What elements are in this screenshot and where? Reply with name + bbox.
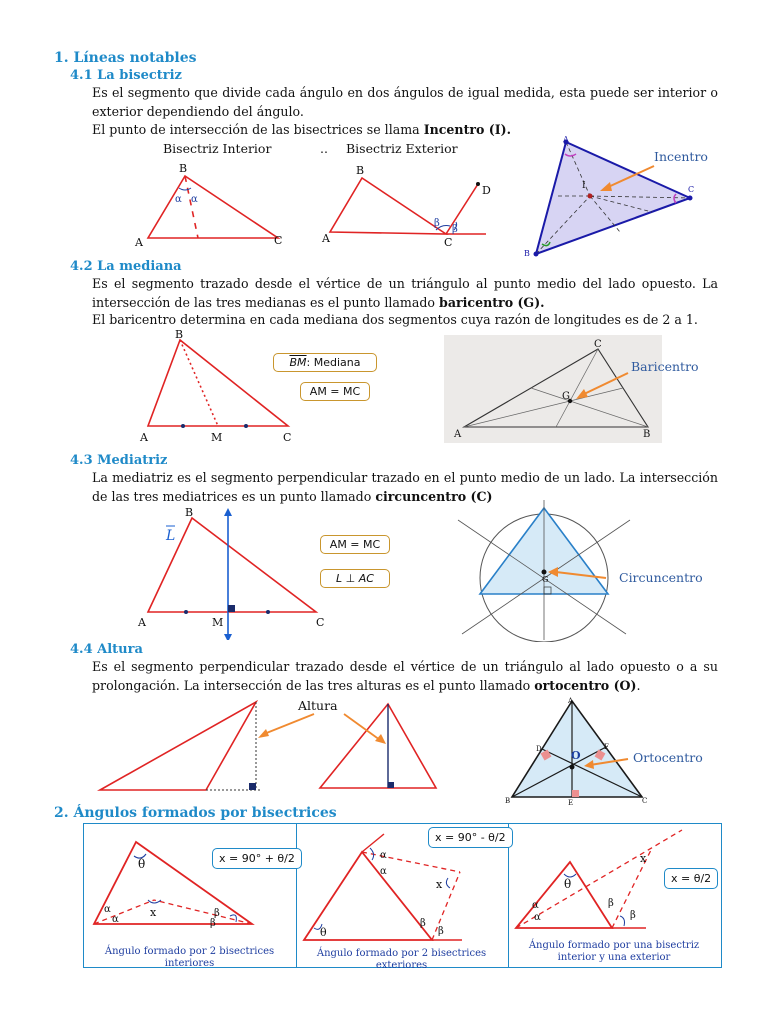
svg-text:A: A [568, 697, 574, 705]
svg-text:α: α [191, 194, 198, 205]
svg-text:θ: θ [564, 877, 572, 891]
svg-text:C: C [283, 431, 292, 444]
svg-text:B: B [643, 429, 651, 440]
svg-text:L: L [166, 528, 176, 544]
label-altura: Altura [298, 698, 338, 713]
svg-text:C: C [688, 185, 695, 194]
svg-text:α: α [532, 900, 539, 911]
section-title: 1. Líneas notables [54, 50, 197, 66]
diagram-interior-bisectors [88, 830, 293, 940]
table-divider-1 [296, 823, 297, 968]
diagram-exterior-bisectors [300, 832, 505, 944]
mediana-ratio-paragraph: El baricentro determina en cada mediana dos segmentos cuya razón de longitudes es de 2 a 1. [92, 312, 698, 327]
formula-box-3: x = θ/2 [664, 868, 718, 889]
circuncentro-term: circuncentro (C) [375, 488, 493, 504]
svg-text:O: O [571, 749, 581, 762]
altura-period: . [636, 677, 641, 693]
svg-text:B: B [185, 506, 194, 519]
caption-panel-3: Ángulo formado por una bisectriz interior y una exterior [528, 940, 700, 963]
ortocentro-term: ortocentro (O) [534, 677, 637, 693]
svg-text:B: B [356, 164, 365, 177]
diagram-mediana [130, 328, 305, 446]
svg-text:β: β [434, 218, 440, 229]
diagram-bisectriz-exterior [318, 160, 498, 255]
diagram-baricentro [444, 335, 662, 443]
svg-text:A: A [140, 431, 148, 444]
svg-text:β: β [214, 908, 220, 919]
svg-text:D: D [482, 184, 491, 197]
section2-title: 2. Ángulos formados por bisectrices [54, 805, 337, 821]
caption-panel-1: Ángulo formado por 2 bisectrices interiores [104, 946, 275, 969]
svg-text:A: A [138, 616, 146, 629]
bisectriz-incentro-text: El punto de intersección de las bisectrices se llama [92, 122, 424, 137]
svg-text:α: α [380, 866, 387, 877]
incentro-term: Incentro (I). [423, 122, 512, 137]
svg-text:B: B [179, 162, 188, 175]
diagram-altura [94, 696, 444, 796]
altura-paragraph [92, 658, 718, 695]
svg-text:B: B [505, 797, 511, 805]
mediatriz-text: La mediatriz es el segmento perpendicular trazado en el punto medio de un lado. La intersección de las tres mediatrices es un punto llamado [92, 470, 718, 504]
svg-text:B: B [524, 249, 530, 258]
svg-text:α: α [112, 914, 119, 925]
svg-text:β: β [420, 918, 426, 929]
svg-text:θ: θ [138, 857, 146, 871]
svg-text:B: B [175, 328, 184, 341]
svg-text:C: C [274, 234, 283, 247]
baricentro-term: baricentro (G). [439, 294, 545, 310]
svg-text:C: C [642, 797, 648, 805]
svg-text:D: D [536, 745, 542, 753]
diagram-bisectriz-interior [130, 160, 300, 255]
svg-text:A: A [454, 429, 462, 440]
svg-text:M: M [212, 616, 224, 629]
box-mediana-text: Mediana [313, 356, 361, 369]
svg-text:C: C [316, 616, 325, 629]
label-bisectriz-interior: Bisectriz Interior [163, 141, 272, 156]
svg-text:β: β [608, 898, 614, 909]
svg-text:α: α [175, 194, 182, 205]
callout-circuncentro: Circuncentro [619, 570, 703, 585]
svg-text:β: β [452, 224, 458, 235]
heading-mediatriz: 4.3 Mediatriz [70, 453, 168, 468]
diagram-mediatriz [130, 504, 330, 640]
callout-ortocentro: Ortocentro [633, 750, 703, 765]
svg-text:A: A [563, 136, 569, 144]
label-separator: .. [320, 141, 328, 156]
box-am-mc: AM = MC [300, 382, 370, 401]
mediana-paragraph [92, 275, 718, 312]
svg-text:A: A [322, 232, 330, 245]
heading-altura: 4.4 Altura [70, 642, 143, 657]
svg-text:x: x [436, 878, 443, 891]
mediana-text: Es el segmento trazado desde el vértice de un triángulo al punto medio del lado opuesto. La intersección de las tres medianas es el punto llamado [92, 276, 718, 310]
svg-text:x: x [640, 852, 647, 865]
svg-text:x: x [150, 906, 157, 919]
svg-text:α: α [380, 850, 387, 861]
label-bisectriz-exterior: Bisectriz Exterior [346, 141, 458, 156]
svg-text:θ: θ [320, 926, 327, 939]
diagram-circuncentro [450, 500, 636, 642]
svg-text:β: β [630, 910, 636, 921]
heading-bisectriz: 4.1 La bisectriz [70, 68, 182, 83]
formula-box-2: x = 90° - θ/2 [428, 827, 513, 848]
heading-mediana: 4.2 La mediana [70, 259, 182, 274]
box-mediana-def: $\overline{BM}$: Mediana [273, 353, 377, 372]
svg-text:G: G [562, 391, 570, 402]
svg-text:M: M [211, 431, 223, 444]
svg-text:I: I [582, 181, 586, 191]
svg-text:α: α [534, 912, 541, 923]
altura-text: Es el segmento perpendicular trazado desde el vértice de un triángulo al lado opuesto o a su prolongación. La intersección de las tres alturas es el punto llamado [92, 659, 718, 693]
callout-baricentro: Baricentro [631, 359, 699, 374]
svg-text:β: β [210, 918, 216, 929]
svg-text:α: α [104, 904, 111, 915]
svg-text:F: F [604, 743, 609, 751]
box-mediatriz-am-mc: AM = MC [320, 535, 390, 554]
svg-text:β: β [438, 926, 444, 937]
bisectriz-paragraph: Es el segmento que divide cada ángulo en dos ángulos de igual medida, esta puede ser interior o exterior dependiendo del ángulo. [92, 85, 718, 119]
box-perpendicular: L ⊥ AC [320, 569, 390, 588]
caption-panel-2: Ángulo formado por 2 bisectrices exteriores [316, 948, 487, 971]
svg-text:G: G [542, 575, 549, 584]
svg-text:C: C [444, 236, 453, 249]
formula-box-1: x = 90° + θ/2 [212, 848, 302, 869]
svg-text:E: E [568, 799, 574, 807]
callout-incentro: Incentro [654, 149, 708, 164]
svg-text:C: C [594, 339, 602, 350]
svg-text:A: A [135, 236, 143, 249]
diagram-ortocentro [502, 695, 652, 807]
